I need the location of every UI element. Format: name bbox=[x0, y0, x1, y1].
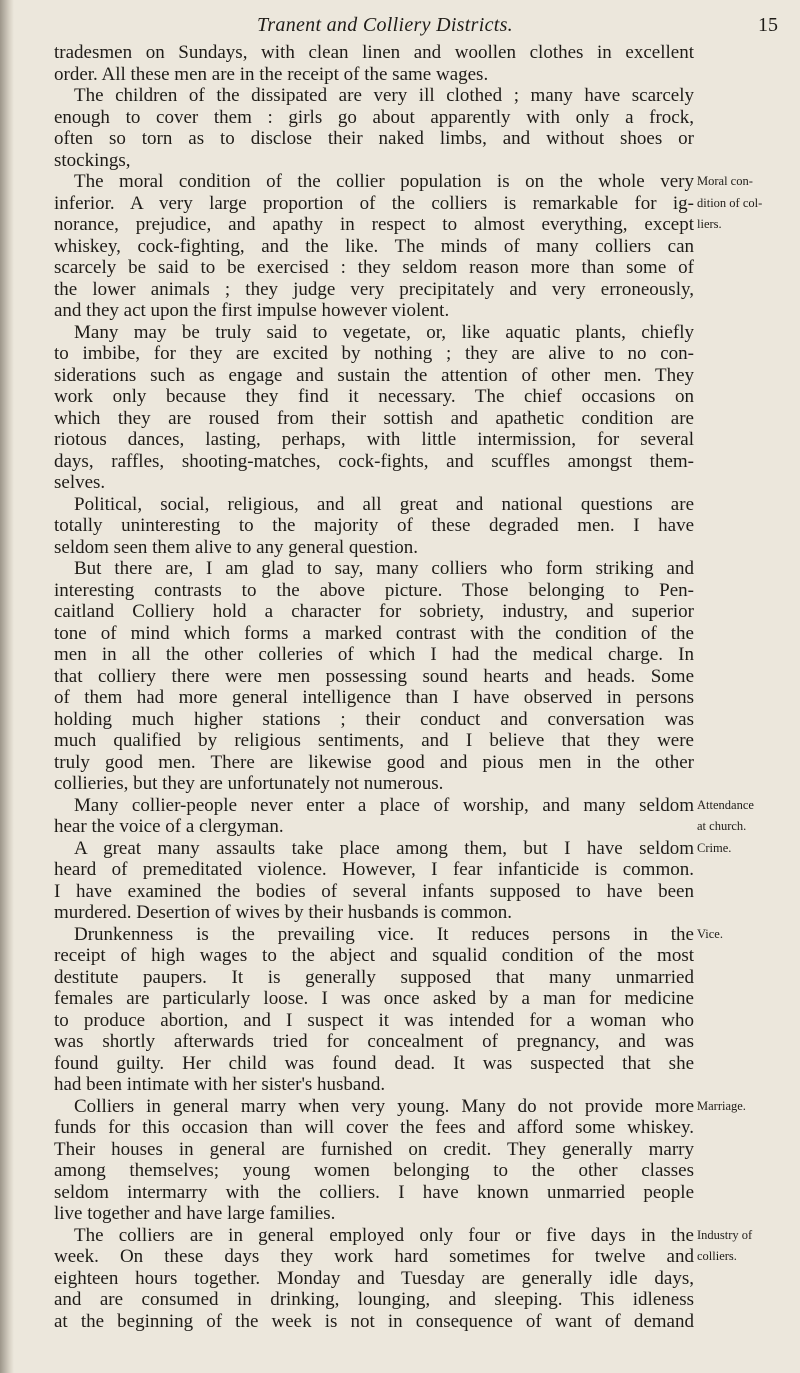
text-line bbox=[0, 494, 800, 516]
text-line bbox=[0, 1053, 800, 1075]
line-text: work only because they find it necessary. The chief occasions on bbox=[54, 386, 694, 407]
line-text: Many collier-people never enter a place of worship, and many seldom bbox=[74, 794, 694, 816]
text-line bbox=[0, 623, 800, 645]
line-text: females are particularly loose. I was once asked by a man for medicine bbox=[54, 988, 694, 1009]
text-line bbox=[0, 64, 800, 86]
text-line bbox=[0, 1139, 800, 1161]
text-line bbox=[0, 1096, 800, 1118]
line-text: A great many assaults take place among them, but I have seldom bbox=[74, 837, 694, 859]
running-title: Tranent and Colliery Districts. bbox=[257, 14, 513, 36]
text-line bbox=[0, 666, 800, 688]
line-text: destitute paupers. It is generally supposed that many unmarried bbox=[54, 966, 694, 988]
text-line bbox=[0, 537, 800, 559]
text-line bbox=[0, 386, 800, 408]
text-line bbox=[0, 128, 800, 150]
text-line bbox=[0, 924, 800, 946]
text-line bbox=[0, 752, 800, 774]
text-line bbox=[0, 107, 800, 129]
line-text: The colliers are in general employed only four or five days in the bbox=[74, 1224, 694, 1246]
line-text: often so torn as to disclose their naked limbs, and without shoes or bbox=[54, 128, 694, 149]
line-text: The moral condition of the collier population is on the whole very bbox=[74, 171, 694, 192]
text-line bbox=[0, 171, 800, 193]
text-line bbox=[0, 580, 800, 602]
line-text: receipt of high wages to the abject and squalid condition of the most bbox=[54, 945, 694, 966]
text-line bbox=[0, 1010, 800, 1032]
line-text: at the beginning of the week is not in consequence of want of demand bbox=[54, 1310, 694, 1332]
text-line bbox=[0, 902, 800, 924]
text-line bbox=[0, 451, 800, 473]
line-text: riotous dances, lasting, perhaps, with little intermission, for several bbox=[54, 429, 694, 450]
line-text: seldom seen them alive to any general question. bbox=[54, 536, 419, 558]
text-line bbox=[0, 85, 800, 107]
line-text: truly good men. There are likewise good and pious men in the other bbox=[54, 751, 694, 773]
line-text: to produce abortion, and I suspect it was intended for a woman who bbox=[54, 1009, 694, 1031]
margin-note: Crime. bbox=[697, 840, 732, 855]
line-text: much qualified by religious sentiments, and I believe that they were bbox=[54, 730, 694, 751]
margin-note: Marriage. bbox=[697, 1098, 746, 1113]
line-text: found guilty. Her child was found dead. It was suspected that she bbox=[54, 1052, 694, 1074]
text-line bbox=[0, 1117, 800, 1139]
text-line bbox=[0, 1182, 800, 1204]
text-line bbox=[0, 859, 800, 881]
line-text: of them had more general intelligence than I have observed in persons bbox=[54, 687, 694, 708]
text-line bbox=[0, 881, 800, 903]
page-header bbox=[0, 14, 800, 38]
line-text: selves. bbox=[54, 472, 106, 493]
text-line bbox=[0, 795, 800, 817]
text-line bbox=[0, 193, 800, 215]
line-text: scarcely be said to be exercised : they seldom reason more than some of bbox=[54, 257, 694, 278]
line-text: The children of the dissipated are very ill clothed ; many have scarcely bbox=[74, 85, 694, 106]
line-text: tradesmen on Sundays, with clean linen and woollen clothes in excellent bbox=[54, 42, 694, 63]
line-text: men in all the other colleries of which I had the medical charge. In bbox=[54, 644, 694, 665]
line-text: Their houses in general are furnished on credit. They generally marry bbox=[54, 1138, 694, 1160]
line-text: funds for this occasion than will cover the fees and afford some whiskey. bbox=[54, 1117, 694, 1138]
text-line bbox=[0, 1225, 800, 1247]
line-text: Many may be truly said to vegetate, or, like aquatic plants, chiefly bbox=[74, 321, 694, 343]
line-text: siderations such as engage and sustain the attention of other men. They bbox=[54, 364, 694, 386]
text-line bbox=[0, 42, 800, 64]
text-line bbox=[0, 429, 800, 451]
line-text: Colliers in general marry when very young. Many do not provide more bbox=[74, 1095, 694, 1117]
margin-note: Industry of bbox=[697, 1227, 753, 1242]
line-text: Political, social, religious, and all great and national questions are bbox=[74, 493, 694, 515]
margin-note: Attendance bbox=[697, 797, 754, 812]
text-line bbox=[0, 472, 800, 494]
line-text: hear the voice of a clergyman. bbox=[54, 816, 284, 837]
text-line bbox=[0, 988, 800, 1010]
line-text: week. On these days they work hard sometimes for twelve and bbox=[54, 1246, 694, 1267]
body-text bbox=[0, 42, 800, 1332]
margin-note: dition of col- bbox=[697, 195, 763, 210]
line-text: heard of premeditated violence. However, I fear infanticide is common. bbox=[54, 859, 694, 880]
text-line bbox=[0, 365, 800, 387]
text-line bbox=[0, 1311, 800, 1333]
line-text: seldom intermarry with the colliers. I have known unmarried people bbox=[54, 1181, 694, 1203]
line-text: that colliery there were men possessing sound hearts and heads. Some bbox=[54, 665, 694, 687]
line-text: inferior. A very large proportion of the colliers is remarkable for ig- bbox=[54, 192, 694, 214]
text-line bbox=[0, 1246, 800, 1268]
line-text: among themselves; young women belonging to the other classes bbox=[54, 1160, 694, 1181]
line-text: enough to cover them : girls go about apparently with only a frock, bbox=[54, 106, 694, 128]
text-line bbox=[0, 687, 800, 709]
text-line bbox=[0, 1203, 800, 1225]
text-line bbox=[0, 601, 800, 623]
text-line bbox=[0, 236, 800, 258]
text-line bbox=[0, 322, 800, 344]
line-text: But there are, I am glad to say, many colliers who form striking and bbox=[74, 558, 694, 579]
text-line bbox=[0, 1268, 800, 1290]
line-text: was shortly afterwards tried for concealment of pregnancy, and was bbox=[54, 1031, 694, 1052]
text-line bbox=[0, 515, 800, 537]
margin-note: liers. bbox=[697, 217, 722, 231]
line-text: the lower animals ; they judge very precipitately and very erroneously, bbox=[54, 278, 694, 300]
line-text: and are consumed in drinking, lounging, and sleeping. This idleness bbox=[54, 1289, 694, 1310]
line-text: holding much higher stations ; their conduct and conversation was bbox=[54, 708, 694, 730]
line-text: norance, prejudice, and apathy in respect to almost everything, except bbox=[54, 214, 694, 235]
line-text: murdered. Desertion of wives by their husbands is common. bbox=[54, 902, 513, 923]
line-text: totally uninteresting to the majority of these degraded men. I have bbox=[54, 515, 694, 536]
text-line bbox=[0, 300, 800, 322]
line-text: days, raffles, shooting-matches, cock-fights, and scuffles amongst them- bbox=[54, 450, 694, 472]
line-text: which they are roused from their sottish and apathetic condition are bbox=[54, 407, 694, 429]
text-line bbox=[0, 150, 800, 172]
margin-note: Moral con- bbox=[697, 174, 753, 188]
page-number: 15 bbox=[758, 14, 778, 36]
margin-note: colliers. bbox=[697, 1249, 737, 1263]
line-text: and they act upon the first impulse however violent. bbox=[54, 300, 450, 321]
text-line bbox=[0, 558, 800, 580]
line-text: caitland Colliery hold a character for sobriety, industry, and superior bbox=[54, 601, 694, 622]
line-text: collieries, but they are unfortunately not numerous. bbox=[54, 773, 444, 794]
line-text: eighteen hours together. Monday and Tuesday are generally idle days, bbox=[54, 1267, 694, 1289]
text-line bbox=[0, 1074, 800, 1096]
text-line bbox=[0, 644, 800, 666]
text-line bbox=[0, 730, 800, 752]
line-text: to imbibe, for they are excited by nothing ; they are alive to no con- bbox=[54, 343, 694, 364]
line-text: tone of mind which forms a marked contrast with the condition of the bbox=[54, 622, 694, 644]
line-text: Drunkenness is the prevailing vice. It reduces persons in the bbox=[74, 923, 694, 945]
line-text: interesting contrasts to the above picture. Those belonging to Pen- bbox=[54, 579, 694, 601]
text-line bbox=[0, 408, 800, 430]
text-line bbox=[0, 1289, 800, 1311]
line-text: order. All these men are in the receipt of the same wages. bbox=[54, 63, 489, 85]
text-line bbox=[0, 838, 800, 860]
text-line bbox=[0, 1031, 800, 1053]
margin-note: at church. bbox=[697, 819, 747, 833]
text-line bbox=[0, 967, 800, 989]
text-line bbox=[0, 279, 800, 301]
text-line bbox=[0, 343, 800, 365]
text-line bbox=[0, 1160, 800, 1182]
line-text: live together and have large families. bbox=[54, 1203, 336, 1224]
text-line bbox=[0, 773, 800, 795]
text-line bbox=[0, 709, 800, 731]
text-line bbox=[0, 214, 800, 236]
line-text: stockings, bbox=[54, 149, 131, 171]
line-text: whiskey, cock-fighting, and the like. The minds of many colliers can bbox=[54, 235, 694, 257]
text-line bbox=[0, 816, 800, 838]
margin-note: Vice. bbox=[697, 926, 723, 941]
text-line bbox=[0, 257, 800, 279]
text-line bbox=[0, 945, 800, 967]
line-text: had been intimate with her sister's husband. bbox=[54, 1074, 386, 1095]
line-text: I have examined the bodies of several infants supposed to have been bbox=[54, 880, 694, 902]
